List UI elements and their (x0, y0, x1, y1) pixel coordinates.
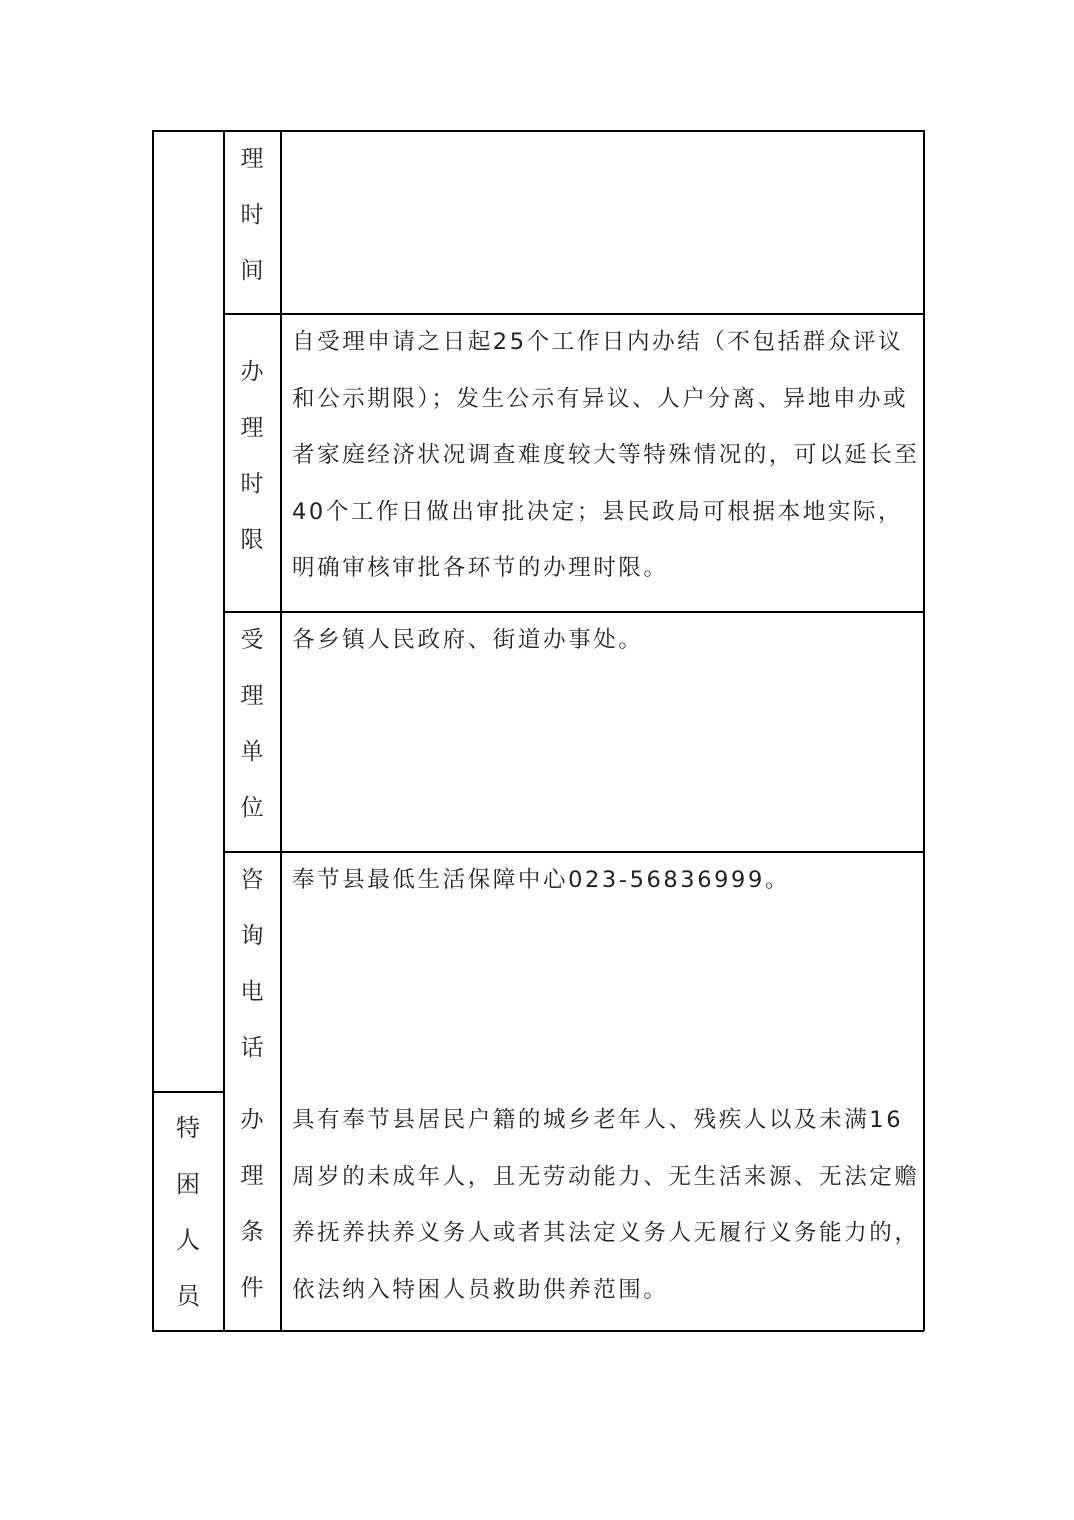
label-char: 件 (240, 1275, 264, 1301)
row-label-conditions (224, 1092, 280, 1316)
content-line: 奉节县最低生活保障中心023-56836999。 (292, 867, 790, 893)
content-line: 和公示期限）；发生公示有异议、人户分离、异地申办或 (292, 385, 909, 412)
row-content-time-limit (292, 314, 920, 597)
label-char: 理 (240, 1163, 264, 1189)
content-line: 养抚养扶养义务人或者其法定义务人无履行义务能力的， (292, 1220, 920, 1246)
row-content-conditions (292, 1092, 920, 1318)
label-char: 条 (240, 1219, 264, 1245)
category-label-special-hardship (153, 1100, 223, 1324)
label-char: 理 (240, 683, 264, 709)
label-char: 位 (240, 795, 264, 821)
label-column-divider (280, 130, 282, 1331)
label-char: 时 (240, 202, 264, 228)
row-label-consult-phone (224, 852, 280, 1076)
category-char: 员 (176, 1282, 200, 1310)
content-line: 自受理申请之日起25个工作日内办结（不包括群众评议 (292, 329, 904, 355)
table-right-border (923, 130, 925, 1331)
row-content-consult-phone (292, 852, 916, 909)
label-char: 询 (240, 923, 264, 949)
label-char: 限 (240, 527, 264, 553)
category-divider (152, 1091, 224, 1093)
content-line: 者家庭经济状况调查难度较大等特殊情况的，可以延长至 (292, 442, 920, 468)
label-char: 办 (240, 359, 264, 385)
category-char: 困 (176, 1170, 200, 1198)
label-char: 受 (240, 627, 264, 653)
row-label-processing-time (224, 131, 280, 299)
label-char: 理 (240, 415, 264, 441)
label-char: 理 (240, 146, 264, 172)
label-char: 办 (240, 1107, 264, 1133)
label-char: 电 (240, 979, 264, 1005)
label-char: 单 (240, 739, 264, 765)
content-line: 依法纳入特困人员救助供养范围。 (292, 1276, 669, 1303)
label-char: 间 (240, 258, 264, 284)
label-char: 时 (240, 471, 264, 497)
row-label-time-limit (224, 344, 280, 568)
content-line: 40个工作日做出审批决定；县民政局可根据本地实际， (292, 498, 904, 525)
row-content-accepting-unit (292, 612, 916, 669)
category-char: 人 (176, 1226, 200, 1254)
row-label-accepting-unit (224, 612, 280, 836)
content-line: 具有奉节县居民户籍的城乡老年人、残疾人以及未满16 (292, 1107, 904, 1133)
label-char: 话 (240, 1035, 264, 1061)
content-line: 周岁的未成年人，且无劳动能力、无生活来源、无法定赡 (292, 1163, 920, 1190)
table-bottom-border (152, 1330, 924, 1332)
label-char: 咨 (240, 867, 264, 893)
category-char: 特 (176, 1114, 200, 1142)
content-line: 各乡镇人民政府、街道办事处。 (292, 627, 644, 653)
content-line: 明确审核审批各环节的办理时限。 (292, 555, 669, 581)
